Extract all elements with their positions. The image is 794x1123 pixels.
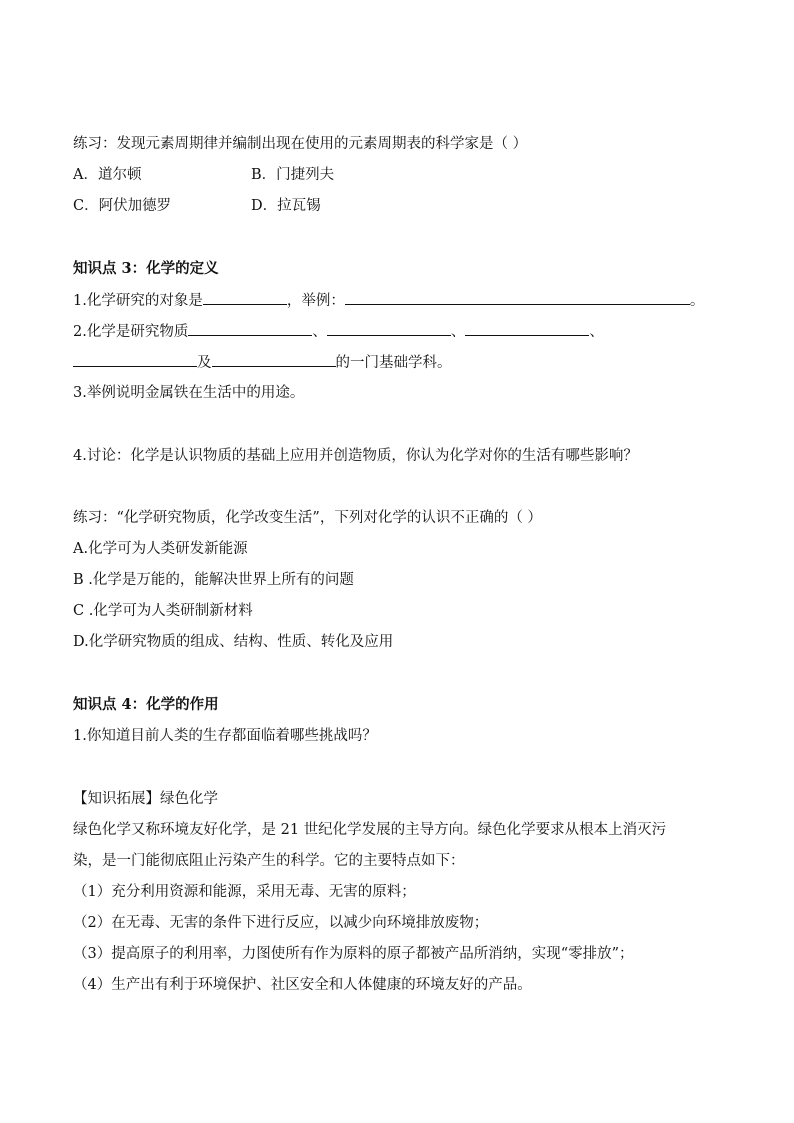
kp3-q1-example-label: ，举例： <box>286 293 345 309</box>
exercise1-option-d: D．拉瓦锡 <box>251 198 321 214</box>
kp3-q2-blank-3[interactable] <box>465 321 589 336</box>
extension-heading: 【知识拓展】绿色化学 <box>73 791 218 807</box>
kp3-q2-sep: 、 <box>312 324 327 340</box>
kp3-q2-sep: 、 <box>450 324 466 340</box>
exercise1-options-row1 <box>73 165 334 185</box>
extension-item-3: （3）提高原子的利用率，力图使所有作为原料的原子都被产品所消纳，实现“零排放”； <box>73 946 634 962</box>
kp3-heading: 知识点 3：化学的定义 <box>73 260 219 277</box>
kp3-question-2 <box>73 321 604 342</box>
kp3-q2-text: 2.化学是研究物质 <box>73 324 189 340</box>
kp4-question-1: 1.你知道目前人类的生存都面临着哪些挑战吗？ <box>73 728 377 744</box>
kp3-q1-blank-example[interactable] <box>345 290 690 305</box>
kp3-q2-blank-1[interactable] <box>188 321 312 336</box>
exercise1-option-a: A．道尔顿 <box>73 167 142 183</box>
kp3-q2-end: 的一门基础学科。 <box>335 355 452 371</box>
exercise1-question: 练习：发现元素周期律并编制出现在使用的元素周期表的科学家是（ ） <box>73 136 528 152</box>
kp3-q1-blank-object[interactable] <box>203 290 287 305</box>
exercise1-options-row2 <box>73 196 321 216</box>
kp3-q2-blank-5[interactable] <box>212 352 336 367</box>
kp3-q1-text: 1.化学研究的对象是 <box>73 293 203 309</box>
kp3-q2-blank-2[interactable] <box>327 321 451 336</box>
extension-paragraph-line1: 绿色化学又称环境友好化学，是 21 世纪化学发展的主导方向。绿色化学要求从根本上消灭污 <box>73 822 667 838</box>
extension-item-4: （4）生产出有利于环境保护、社区安全和人体健康的环境友好的产品。 <box>73 977 532 993</box>
exercise2-option-a: A.化学可为人类研发新能源 <box>73 541 248 557</box>
kp4-heading: 知识点 4：化学的作用 <box>73 696 219 713</box>
exercise2-option-d: D.化学研究物质的组成、结构、性质、转化及应用 <box>73 634 394 650</box>
kp3-q2-sep: 、 <box>589 324 604 340</box>
kp3-question-2-cont <box>73 352 452 373</box>
extension-item-2: （2）在无毒、无害的条件下进行反应，以减少向环境排放废物； <box>73 915 489 931</box>
exercise1-option-c: C．阿伏加德罗 <box>73 198 172 214</box>
exercise2-question: 练习：“化学研究物质，化学改变生活”，下列对化学的认识不正确的（ ） <box>73 510 542 526</box>
extension-paragraph-line2: 染，是一门能彻底阻止污染产生的科学。它的主要特点如下： <box>73 853 465 869</box>
kp3-q2-blank-4[interactable] <box>73 352 197 367</box>
exercise1-option-b: B．门捷列夫 <box>251 167 335 183</box>
kp3-q2-and: 及 <box>197 355 212 371</box>
kp3-question-1 <box>73 290 704 311</box>
kp3-question-3: 3.举例说明金属铁在生活中的用途。 <box>73 385 305 401</box>
exercise2-option-c: C .化学可为人类研制新材料 <box>73 603 253 619</box>
exercise2-option-b: B .化学是万能的，能解决世界上所有的问题 <box>73 572 354 588</box>
kp3-question-4: 4.讨论：化学是认识物质的基础上应用并创造物质，你认为化学对你的生活有哪些影响？ <box>73 448 638 464</box>
kp3-q1-end: 。 <box>689 293 705 309</box>
extension-item-1: （1）充分利用资源和能源，采用无毒、无害的原料； <box>73 884 416 900</box>
